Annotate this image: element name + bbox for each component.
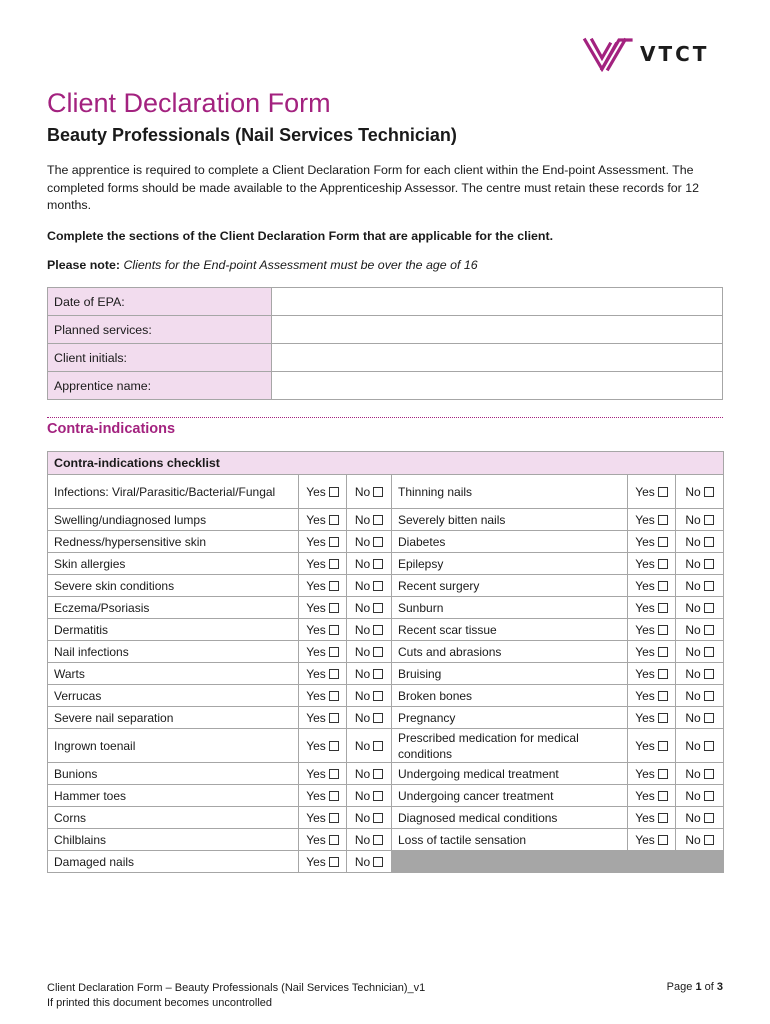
- left-yes-option[interactable]: [299, 553, 347, 575]
- condition-left: Ingrown toenail: [48, 729, 299, 763]
- no-checkbox-icon[interactable]: [373, 691, 383, 701]
- yes-checkbox-icon[interactable]: [329, 741, 339, 751]
- condition-right: Cuts and abrasions: [392, 641, 628, 663]
- empty-cell: [392, 851, 628, 873]
- right-no-option[interactable]: [676, 829, 724, 851]
- left-no-option[interactable]: [347, 641, 392, 663]
- left-no-option[interactable]: [347, 851, 392, 873]
- condition-right: Thinning nails: [392, 475, 628, 509]
- right-yes-option[interactable]: [628, 829, 676, 851]
- left-no-option[interactable]: [347, 509, 392, 531]
- left-yes-option[interactable]: [299, 575, 347, 597]
- condition-right: Epilepsy: [392, 553, 628, 575]
- details-value-field[interactable]: [272, 372, 723, 400]
- yes-label: Yes: [635, 556, 655, 571]
- no-checkbox-icon[interactable]: [373, 625, 383, 635]
- no-checkbox-icon[interactable]: [373, 647, 383, 657]
- right-no-option[interactable]: [676, 575, 724, 597]
- no-label: No: [354, 832, 371, 847]
- yes-label: Yes: [306, 534, 326, 549]
- yes-label: Yes: [306, 644, 326, 659]
- yes-label: Yes: [306, 810, 326, 825]
- yes-checkbox-icon[interactable]: [658, 669, 668, 679]
- checklist-row: [48, 475, 724, 509]
- yes-label: Yes: [306, 484, 326, 499]
- details-row: [48, 316, 723, 344]
- no-checkbox-icon[interactable]: [704, 559, 714, 569]
- no-checkbox-icon[interactable]: [704, 625, 714, 635]
- yes-checkbox-icon[interactable]: [329, 559, 339, 569]
- checklist-title: Contra-indications checklist: [48, 452, 724, 475]
- client-details-table: [47, 287, 723, 400]
- right-yes-option[interactable]: [628, 553, 676, 575]
- left-no-option[interactable]: [347, 785, 392, 807]
- yes-checkbox-icon[interactable]: [329, 669, 339, 679]
- yes-label: Yes: [635, 644, 655, 659]
- right-no-option[interactable]: [676, 685, 724, 707]
- yes-label: Yes: [306, 600, 326, 615]
- condition-left: Damaged nails: [48, 851, 299, 873]
- no-label: No: [354, 578, 371, 593]
- left-yes-option[interactable]: [299, 763, 347, 785]
- page-subtitle: Beauty Professionals (Nail Services Technician): [47, 125, 457, 145]
- footer-document-info: [47, 981, 425, 1011]
- details-row: [48, 344, 723, 372]
- left-yes-option[interactable]: [299, 641, 347, 663]
- right-yes-option[interactable]: [628, 685, 676, 707]
- no-checkbox-icon[interactable]: [373, 515, 383, 525]
- condition-left: Corns: [48, 807, 299, 829]
- condition-right: Prescribed medication for medical conditions: [392, 729, 628, 763]
- left-yes-option[interactable]: [299, 619, 347, 641]
- left-yes-option[interactable]: [299, 707, 347, 729]
- section-divider: [47, 417, 723, 418]
- no-label: No: [354, 854, 371, 869]
- yes-checkbox-icon[interactable]: [658, 487, 668, 497]
- checklist-row: [48, 707, 724, 729]
- footer-doc-name: Client Declaration Form – Beauty Professionals (Nail Services Technician)_v1: [47, 982, 426, 994]
- yes-label: Yes: [306, 688, 326, 703]
- condition-left: Eczema/Psoriasis: [48, 597, 299, 619]
- no-checkbox-icon[interactable]: [373, 581, 383, 591]
- yes-label: Yes: [306, 578, 326, 593]
- left-yes-option[interactable]: [299, 785, 347, 807]
- instruction-text: Complete the sections of the Client Declaration Form that are applicable for the client.: [47, 229, 554, 243]
- no-checkbox-icon[interactable]: [373, 835, 383, 845]
- yes-label: Yes: [635, 578, 655, 593]
- left-no-option[interactable]: [347, 707, 392, 729]
- yes-label: Yes: [635, 666, 655, 681]
- yes-checkbox-icon[interactable]: [329, 713, 339, 723]
- empty-cell: [676, 851, 724, 873]
- yes-checkbox-icon[interactable]: [329, 813, 339, 823]
- right-yes-option[interactable]: [628, 729, 676, 763]
- yes-label: Yes: [306, 710, 326, 725]
- checklist-row: [48, 553, 724, 575]
- left-yes-option[interactable]: [299, 475, 347, 509]
- right-no-option[interactable]: [676, 475, 724, 509]
- yes-label: Yes: [635, 810, 655, 825]
- checklist-row: [48, 807, 724, 829]
- yes-label: Yes: [306, 788, 326, 803]
- yes-checkbox-icon[interactable]: [329, 625, 339, 635]
- condition-right: Bruising: [392, 663, 628, 685]
- no-checkbox-icon[interactable]: [373, 813, 383, 823]
- yes-label: Yes: [306, 512, 326, 527]
- checklist-row: [48, 597, 724, 619]
- yes-label: Yes: [306, 556, 326, 571]
- details-value-field[interactable]: [272, 316, 723, 344]
- right-no-option[interactable]: [676, 763, 724, 785]
- left-no-option[interactable]: [347, 575, 392, 597]
- no-checkbox-icon[interactable]: [373, 769, 383, 779]
- yes-label: Yes: [635, 484, 655, 499]
- yes-label: Yes: [635, 688, 655, 703]
- checklist-row: [48, 531, 724, 553]
- age-note: [47, 258, 478, 272]
- no-checkbox-icon[interactable]: [704, 603, 714, 613]
- no-checkbox-icon[interactable]: [373, 857, 383, 867]
- details-value-field[interactable]: [272, 288, 723, 316]
- no-label: No: [354, 556, 371, 571]
- yes-checkbox-icon[interactable]: [329, 769, 339, 779]
- no-checkbox-icon[interactable]: [704, 769, 714, 779]
- yes-checkbox-icon[interactable]: [329, 581, 339, 591]
- page-current: 1: [695, 981, 702, 993]
- right-no-option[interactable]: [676, 707, 724, 729]
- no-checkbox-icon[interactable]: [704, 487, 714, 497]
- left-yes-option[interactable]: [299, 851, 347, 873]
- no-checkbox-icon[interactable]: [704, 647, 714, 657]
- details-label: Apprentice name:: [48, 372, 272, 400]
- contra-indications-heading: Contra-indications: [47, 421, 176, 437]
- right-no-option[interactable]: [676, 553, 724, 575]
- page-title: Client Declaration Form: [47, 88, 331, 118]
- no-checkbox-icon[interactable]: [704, 835, 714, 845]
- left-no-option[interactable]: [347, 663, 392, 685]
- condition-right: Undergoing medical treatment: [392, 763, 628, 785]
- logo-wordmark: VTCT: [640, 42, 710, 66]
- right-yes-option[interactable]: [628, 619, 676, 641]
- no-label: No: [685, 484, 701, 499]
- yes-checkbox-icon[interactable]: [658, 835, 668, 845]
- no-label: No: [354, 688, 371, 703]
- condition-right: Recent surgery: [392, 575, 628, 597]
- note-label: Please note:: [47, 258, 120, 272]
- condition-right: Recent scar tissue: [392, 619, 628, 641]
- condition-left: Hammer toes: [48, 785, 299, 807]
- right-yes-option[interactable]: [628, 575, 676, 597]
- yes-label: Yes: [635, 766, 655, 781]
- checklist-row: [48, 829, 724, 851]
- yes-label: Yes: [306, 666, 326, 681]
- no-checkbox-icon[interactable]: [373, 713, 383, 723]
- no-checkbox-icon[interactable]: [373, 741, 383, 751]
- condition-left: Nail infections: [48, 641, 299, 663]
- checklist-row: [48, 619, 724, 641]
- right-yes-option[interactable]: [628, 663, 676, 685]
- yes-checkbox-icon[interactable]: [658, 625, 668, 635]
- yes-checkbox-icon[interactable]: [329, 857, 339, 867]
- condition-right: Diagnosed medical conditions: [392, 807, 628, 829]
- no-label: No: [354, 810, 371, 825]
- checklist-row: [48, 641, 724, 663]
- no-checkbox-icon[interactable]: [704, 581, 714, 591]
- no-label: No: [354, 644, 371, 659]
- condition-left: Chilblains: [48, 829, 299, 851]
- details-row: [48, 372, 723, 400]
- yes-checkbox-icon[interactable]: [658, 647, 668, 657]
- no-label: No: [354, 710, 371, 725]
- no-checkbox-icon[interactable]: [373, 791, 383, 801]
- no-checkbox-icon[interactable]: [704, 537, 714, 547]
- details-row: [48, 288, 723, 316]
- checklist-row: [48, 509, 724, 531]
- yes-label: Yes: [306, 622, 326, 637]
- no-label: No: [685, 622, 701, 637]
- condition-left: Dermatitis: [48, 619, 299, 641]
- right-no-option[interactable]: [676, 807, 724, 829]
- condition-right: Broken bones: [392, 685, 628, 707]
- no-checkbox-icon[interactable]: [373, 669, 383, 679]
- yes-checkbox-icon[interactable]: [658, 769, 668, 779]
- yes-checkbox-icon[interactable]: [329, 691, 339, 701]
- no-label: No: [685, 600, 701, 615]
- yes-checkbox-icon[interactable]: [658, 813, 668, 823]
- yes-label: Yes: [635, 788, 655, 803]
- checklist-row: [48, 851, 724, 873]
- left-yes-option[interactable]: [299, 829, 347, 851]
- no-checkbox-icon[interactable]: [704, 691, 714, 701]
- intro-paragraph: The apprentice is required to complete a Client Declaration Form for each client within the End-point Assessment. The completed forms should be made available to the Apprenticeship Assessor. The centre must retain these records for 12 months.: [47, 163, 700, 212]
- yes-label: Yes: [635, 738, 655, 753]
- no-label: No: [354, 484, 371, 499]
- page-number: [667, 981, 723, 993]
- left-yes-option[interactable]: [299, 663, 347, 685]
- right-yes-option[interactable]: [628, 509, 676, 531]
- no-label: No: [685, 666, 701, 681]
- condition-left: Skin allergies: [48, 553, 299, 575]
- no-checkbox-icon[interactable]: [704, 515, 714, 525]
- yes-label: Yes: [635, 832, 655, 847]
- condition-left: Severe nail separation: [48, 707, 299, 729]
- right-yes-option[interactable]: [628, 597, 676, 619]
- yes-checkbox-icon[interactable]: [658, 559, 668, 569]
- yes-checkbox-icon[interactable]: [329, 835, 339, 845]
- yes-checkbox-icon[interactable]: [329, 537, 339, 547]
- checklist-row: [48, 729, 724, 763]
- page-of-word: of: [704, 981, 714, 993]
- right-no-option[interactable]: [676, 729, 724, 763]
- contra-indications-checklist: [47, 451, 724, 873]
- details-label: Date of EPA:: [48, 288, 272, 316]
- left-no-option[interactable]: [347, 729, 392, 763]
- left-yes-option[interactable]: [299, 597, 347, 619]
- left-no-option[interactable]: [347, 531, 392, 553]
- checklist-row: [48, 663, 724, 685]
- right-no-option[interactable]: [676, 531, 724, 553]
- yes-label: Yes: [306, 832, 326, 847]
- no-checkbox-icon[interactable]: [704, 741, 714, 751]
- yes-label: Yes: [635, 622, 655, 637]
- yes-checkbox-icon[interactable]: [658, 691, 668, 701]
- no-checkbox-icon[interactable]: [373, 487, 383, 497]
- left-yes-option[interactable]: [299, 729, 347, 763]
- vtct-logo: [582, 34, 709, 74]
- left-no-option[interactable]: [347, 619, 392, 641]
- no-checkbox-icon[interactable]: [704, 669, 714, 679]
- right-yes-option[interactable]: [628, 641, 676, 663]
- left-yes-option[interactable]: [299, 807, 347, 829]
- condition-left: Redness/hypersensitive skin: [48, 531, 299, 553]
- yes-label: Yes: [635, 710, 655, 725]
- note-text: Clients for the End-point Assessment must be over the age of 16: [123, 258, 478, 272]
- condition-right: Sunburn: [392, 597, 628, 619]
- no-label: No: [685, 688, 701, 703]
- no-label: No: [685, 556, 701, 571]
- right-yes-option[interactable]: [628, 475, 676, 509]
- right-no-option[interactable]: [676, 641, 724, 663]
- no-checkbox-icon[interactable]: [373, 559, 383, 569]
- right-no-option[interactable]: [676, 509, 724, 531]
- checklist-row: [48, 763, 724, 785]
- no-label: No: [685, 578, 701, 593]
- no-label: No: [685, 738, 701, 753]
- left-no-option[interactable]: [347, 807, 392, 829]
- no-label: No: [685, 810, 701, 825]
- checklist-row: [48, 685, 724, 707]
- right-yes-option[interactable]: [628, 763, 676, 785]
- left-no-option[interactable]: [347, 685, 392, 707]
- right-yes-option[interactable]: [628, 807, 676, 829]
- no-label: No: [685, 766, 701, 781]
- no-label: No: [354, 534, 371, 549]
- no-label: No: [685, 832, 701, 847]
- yes-checkbox-icon[interactable]: [658, 791, 668, 801]
- page-total: 3: [716, 981, 723, 993]
- footer-uncontrolled-note: If printed this document becomes uncontrolled: [47, 997, 273, 1009]
- no-label: No: [354, 622, 371, 637]
- condition-left: Swelling/undiagnosed lumps: [48, 509, 299, 531]
- checklist-row: [48, 575, 724, 597]
- condition-right: Loss of tactile sensation: [392, 829, 628, 851]
- details-label: Client initials:: [48, 344, 272, 372]
- left-no-option[interactable]: [347, 553, 392, 575]
- condition-left: Severe skin conditions: [48, 575, 299, 597]
- condition-right: Pregnancy: [392, 707, 628, 729]
- yes-label: Yes: [635, 534, 655, 549]
- no-label: No: [354, 738, 371, 753]
- yes-checkbox-icon[interactable]: [658, 515, 668, 525]
- right-no-option[interactable]: [676, 785, 724, 807]
- yes-checkbox-icon[interactable]: [658, 713, 668, 723]
- condition-right: Undergoing cancer treatment: [392, 785, 628, 807]
- yes-checkbox-icon[interactable]: [658, 581, 668, 591]
- yes-checkbox-icon[interactable]: [329, 487, 339, 497]
- right-no-option[interactable]: [676, 663, 724, 685]
- empty-cell: [628, 851, 676, 873]
- yes-checkbox-icon[interactable]: [329, 791, 339, 801]
- no-label: No: [354, 788, 371, 803]
- yes-label: Yes: [306, 854, 326, 869]
- no-checkbox-icon[interactable]: [373, 603, 383, 613]
- vtct-logo-mark-icon: [582, 36, 634, 72]
- left-no-option[interactable]: [347, 829, 392, 851]
- condition-left: Verrucas: [48, 685, 299, 707]
- left-no-option[interactable]: [347, 475, 392, 509]
- yes-checkbox-icon[interactable]: [329, 647, 339, 657]
- no-checkbox-icon[interactable]: [704, 813, 714, 823]
- left-yes-option[interactable]: [299, 531, 347, 553]
- details-label: Planned services:: [48, 316, 272, 344]
- yes-checkbox-icon[interactable]: [329, 603, 339, 613]
- yes-label: Yes: [635, 600, 655, 615]
- no-label: No: [685, 788, 701, 803]
- right-yes-option[interactable]: [628, 531, 676, 553]
- right-yes-option[interactable]: [628, 785, 676, 807]
- yes-checkbox-icon[interactable]: [658, 537, 668, 547]
- right-no-option[interactable]: [676, 619, 724, 641]
- no-label: No: [685, 644, 701, 659]
- no-label: No: [685, 710, 701, 725]
- yes-label: Yes: [306, 738, 326, 753]
- condition-left: Infections: Viral/Parasitic/Bacterial/Fungal: [48, 475, 299, 509]
- page-word: Page: [666, 981, 693, 993]
- no-label: No: [354, 512, 371, 527]
- right-no-option[interactable]: [676, 597, 724, 619]
- no-label: No: [685, 512, 701, 527]
- yes-label: Yes: [635, 512, 655, 527]
- left-no-option[interactable]: [347, 597, 392, 619]
- yes-checkbox-icon[interactable]: [658, 603, 668, 613]
- right-yes-option[interactable]: [628, 707, 676, 729]
- no-checkbox-icon[interactable]: [704, 791, 714, 801]
- condition-right: Severely bitten nails: [392, 509, 628, 531]
- left-yes-option[interactable]: [299, 685, 347, 707]
- no-checkbox-icon[interactable]: [704, 713, 714, 723]
- condition-left: Bunions: [48, 763, 299, 785]
- condition-left: Warts: [48, 663, 299, 685]
- no-label: No: [354, 666, 371, 681]
- no-checkbox-icon[interactable]: [373, 537, 383, 547]
- no-label: No: [685, 534, 701, 549]
- left-yes-option[interactable]: [299, 509, 347, 531]
- checklist-row: [48, 785, 724, 807]
- details-value-field[interactable]: [272, 344, 723, 372]
- yes-checkbox-icon[interactable]: [329, 515, 339, 525]
- no-label: No: [354, 766, 371, 781]
- condition-right: Diabetes: [392, 531, 628, 553]
- yes-label: Yes: [306, 766, 326, 781]
- no-label: No: [354, 600, 371, 615]
- left-no-option[interactable]: [347, 763, 392, 785]
- yes-checkbox-icon[interactable]: [658, 741, 668, 751]
